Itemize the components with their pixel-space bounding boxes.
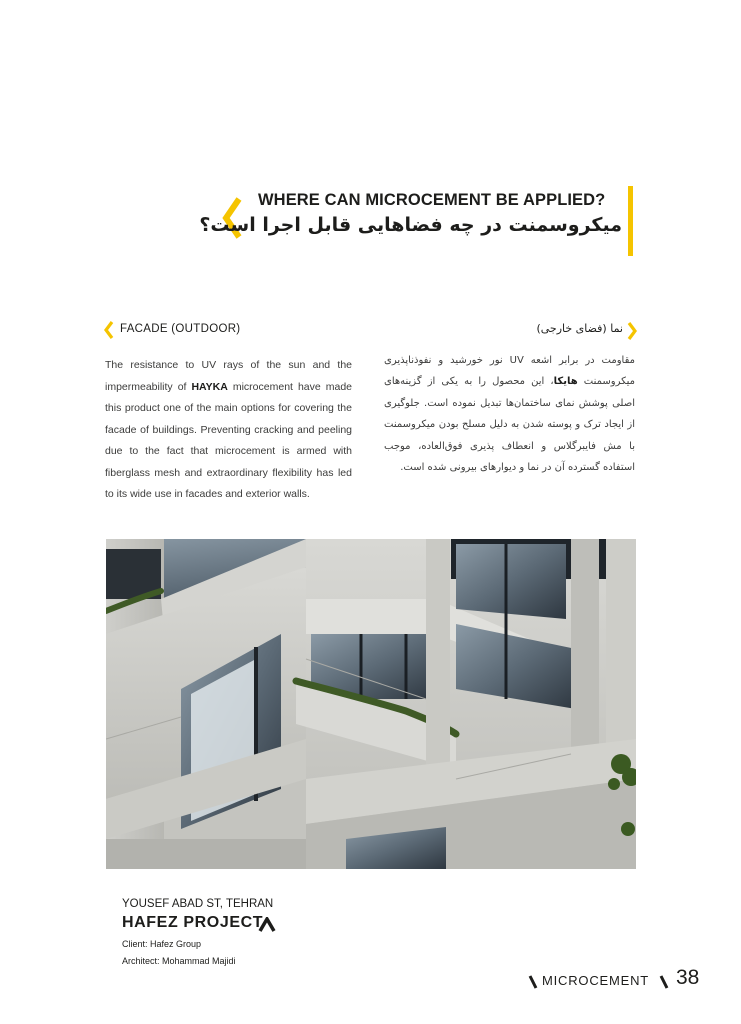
section-chevron-icon [103,320,115,344]
section-label-persian: نما (فضای خارجی) [536,322,623,335]
footer-brand: MICROCEMENT [542,973,650,988]
caret-up-icon [258,917,276,936]
brand-name-persian: هایکا [553,376,578,388]
section-label-english: FACADE (OUTDOOR) [120,323,241,335]
persian-section-chevron-icon [626,321,638,345]
project-architect: Architect: Mohammad Majidi [122,956,236,966]
building-facade-photo [106,539,636,869]
backslash-icon [528,974,538,993]
heading-english: WHERE CAN MICROCEMENT BE APPLIED? [258,191,606,209]
page-number: 38 [676,966,700,989]
brand-name-english: HAYKA [191,380,228,393]
project-client: Client: Hafez Group [122,939,202,949]
persian-body-text: مقاومت در برابر اشعه UV نور خورشید و نفوذناپذیری میکروسمنت هایکا، این محصول را به یکی از گزینه‌های اصلی پوشش نمای ساختمان‌ها تبدیل نموده است. جلوگیری از ایجاد ترک و پوسته شدن به دلیل مسلح بودن میکروسمنت با مش فایبرگلاس و انعطاف پذیری فوق‌العاده، موجب استفاده گسترده آن در نما و دیوارهای بیرونی شده است. [384,355,636,474]
heading-accent-bar [628,186,633,256]
backslash-icon [659,974,669,993]
english-body-text: The resistance to UV rays of the sun and the impermeability of HAYKA microcement have made this product one of the main options for covering the facade of buildings. Preventing cracking and peeling due to the fact that microcement is armed with fiberglass mesh and extraordinary flexibility has led to its wide use in facades and exterior walls. [105,359,352,500]
project-title: HAFEZ PROJECT [122,914,264,931]
project-location: YOUSEF ABAD ST, TEHRAN [122,898,274,910]
heading-persian: میکروسمنت در چه فضاهایی قابل اجرا است؟ [199,214,622,236]
